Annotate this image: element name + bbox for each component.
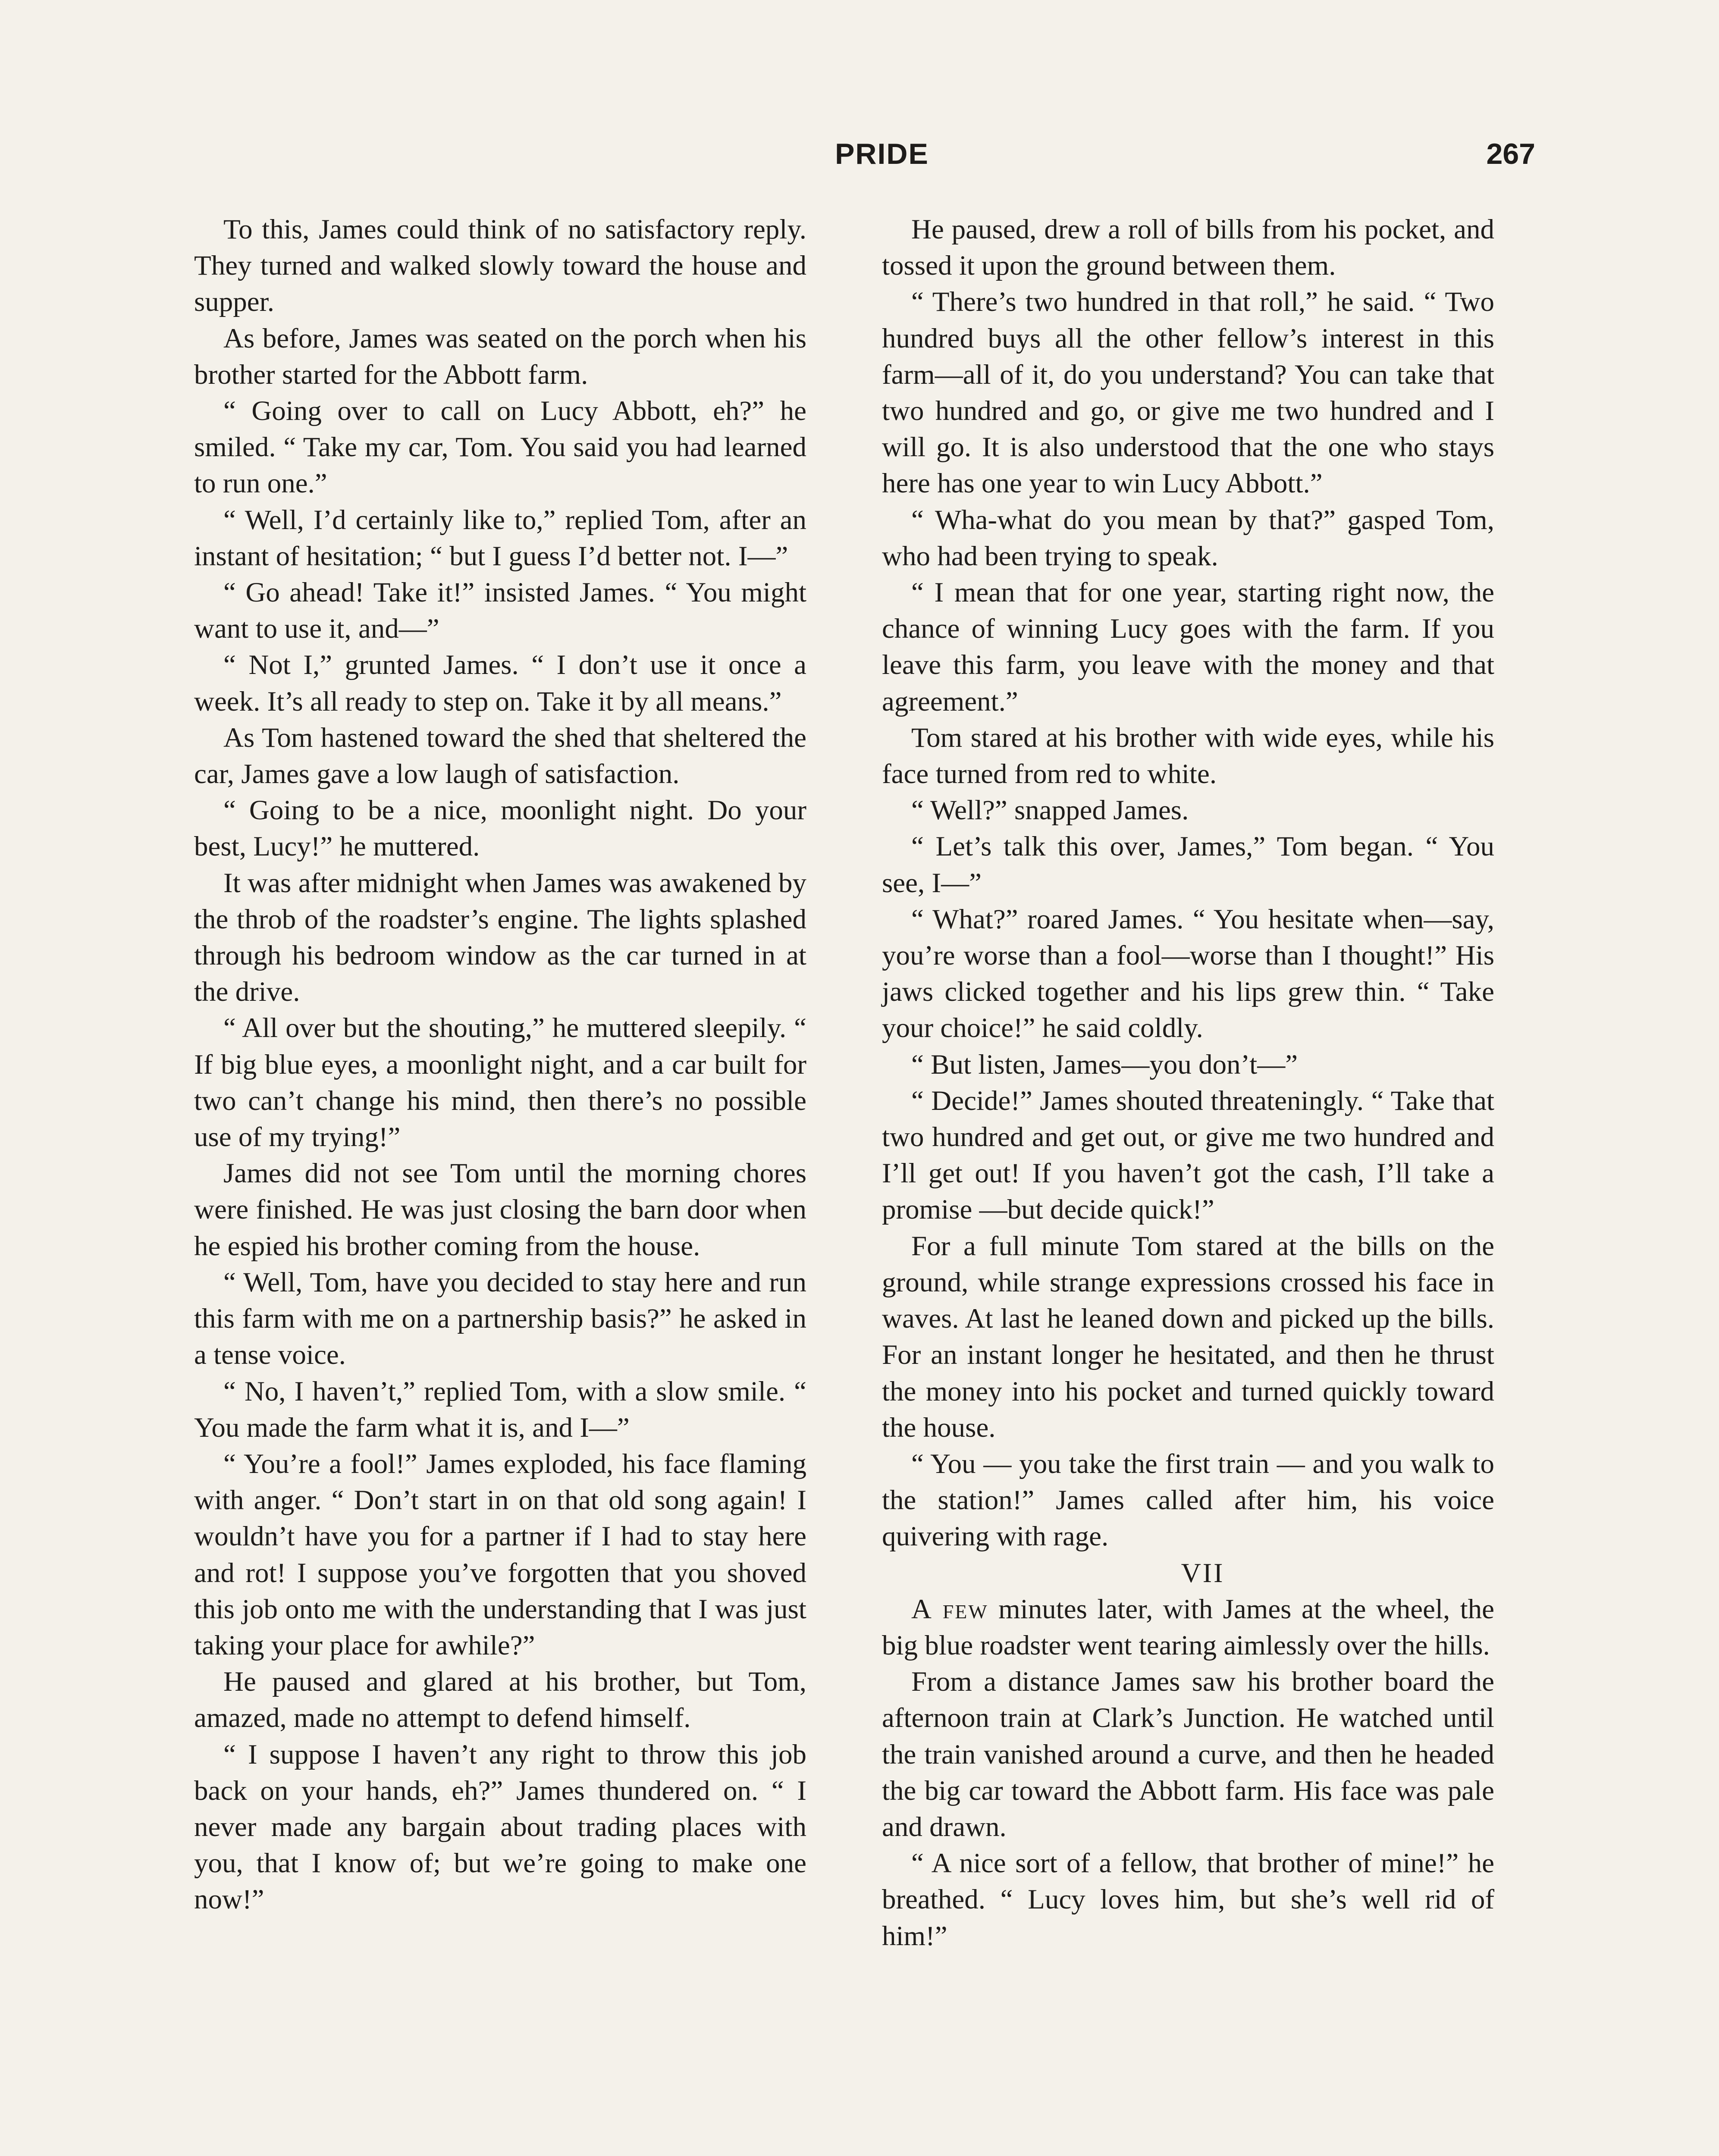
paragraph: “ Going to be a nice, moonlight night. Do your best, Lucy!” he muttered. xyxy=(194,795,806,862)
paragraph: “ Go ahead! Take it!” insisted James. “ You might want to use it, and—” xyxy=(194,577,806,645)
paragraph: As Tom hastened toward the shed that sheltered the car, James gave a low laugh of satisfaction. xyxy=(194,722,806,790)
paragraph: “ Well, I’d certainly like to,” replied Tom, after an instant of hesitation; “ but I guess I’d better not. I—” xyxy=(194,504,806,572)
paragraph: “ Wha-what do you mean by that?” gasped Tom, who had been trying to speak. xyxy=(882,504,1494,572)
paragraph: He paused and glared at his brother, but Tom, amazed, made no attempt to defend himself. xyxy=(194,1666,806,1734)
left-column xyxy=(194,211,806,1918)
paragraph: To this, James could think of no satisfactory reply. They turned and walked slowly toward the house and supper. xyxy=(194,214,806,318)
paragraph: It was after midnight when James was awakened by the throb of the roadster’s engine. The lights splashed through his bedroom window as the car turned in at the drive. xyxy=(194,867,806,1008)
running-title: PRIDE xyxy=(835,138,929,170)
paragraph: “ Well, Tom, have you decided to stay here and run this farm with me on a partnership basis?” he asked in a tense voice. xyxy=(194,1266,806,1371)
paragraph: James did not see Tom until the morning chores were finished. He was just closing the barn door when he espied his brother coming from the house. xyxy=(194,1158,806,1262)
paragraph: He paused, drew a roll of bills from his pocket, and tossed it upon the ground between them. xyxy=(882,214,1494,282)
paragraph: As before, James was seated on the porch when his brother started for the Abbott farm. xyxy=(194,323,806,390)
paragraph: For a full minute Tom stared at the bills on the ground, while strange expressions crossed his face in waves. At last he leaned down and picked up the bills. For an instant longer he hesitated, and then he thrust the money into his pocket and turned quickly toward the house. xyxy=(882,1230,1494,1443)
paragraph: “ There’s two hundred in that roll,” he said. “ Two hundred buys all the other fellow’s interest in this farm—all of it, do you understand? You can take that two hundred and go, or give me two hundred and I will go. It is also understood that the one who stays here has one year to win Lucy Abbott.” xyxy=(882,286,1494,499)
small-caps-opening: A few xyxy=(911,1593,988,1625)
page-header xyxy=(229,137,1535,185)
paragraph: “ Going over to call on Lucy Abbott, eh?” he smiled. “ Take my car, Tom. You said you had learned to run one.” xyxy=(194,395,806,499)
paragraph: Tom stared at his brother with wide eyes, while his face turned from red to white. xyxy=(882,722,1494,790)
paragraph: “ Let’s talk this over, James,” Tom began. “ You see, I—” xyxy=(882,831,1494,899)
paragraph: From a distance James saw his brother board the afternoon train at Clark’s Junction. He watched until the train vanished around a curve, and then he headed the big car toward the Abbott farm. His face was pale and drawn. xyxy=(882,1666,1494,1843)
paragraph: “ All over but the shouting,” he muttered sleepily. “ If big blue eyes, a moonlight night, and a car built for two can’t change his mind, then there’s no possible use of my trying!” xyxy=(194,1012,806,1153)
paragraph: “ Decide!” James shouted threateningly. “ Take that two hundred and get out, or give me two hundred and I’ll get out! If you haven’t got the cash, I’ll take a promise —but decide quick!” xyxy=(882,1085,1494,1225)
paragraph: “ What?” roared James. “ You hesitate when—say, you’re worse than a fool—worse than I thought!” His jaws clicked together and his lips grew thin. “ Take your choice!” he said coldly. xyxy=(882,903,1494,1044)
paragraph: “ You — you take the first train — and you walk to the station!” James called after him, his voice quivering with rage. xyxy=(882,1448,1494,1552)
paragraph: “ Not I,” grunted James. “ I don’t use it once a week. It’s all ready to step on. Take it by all means.” xyxy=(194,649,806,717)
paragraph: “ You’re a fool!” James exploded, his face flaming with anger. “ Don’t start in on that old song again! I wouldn’t have you for a partner if I had to stay here and rot! I suppose you’ve forgotten that you shoved this job onto me with the understanding that I was just taking your place for awhile?” xyxy=(194,1448,806,1661)
paragraph: “ A nice sort of a fellow, that brother of mine!” he breathed. “ Lucy loves him, but she’s well rid of him!” xyxy=(882,1848,1494,1952)
section-first-paragraph xyxy=(882,1591,1494,1664)
paragraph: “ No, I haven’t,” replied Tom, with a slow smile. “ You made the farm what it is, and I—” xyxy=(194,1376,806,1443)
paragraph: “ I suppose I haven’t any right to throw this job back on your hands, eh?” James thundered on. “ I never made any bargain about trading places with you, that I know of; but we’re going to make one now!” xyxy=(194,1739,806,1915)
paragraph: “ I mean that for one year, starting right now, the chance of winning Lucy goes with the farm. If you leave this farm, you leave with the money and that agreement.” xyxy=(882,577,1494,717)
paragraph: “ But listen, James—you don’t—” xyxy=(911,1049,1298,1080)
paragraph: “ Well?” snapped James. xyxy=(911,795,1189,826)
page-number: 267 xyxy=(1486,138,1535,170)
paragraph-text: minutes later, with James at the wheel, the big blue roadster went tearing aimlessly over the hills. xyxy=(882,1593,1494,1661)
section-heading: VII xyxy=(1181,1557,1225,1588)
right-column xyxy=(882,211,1494,1954)
